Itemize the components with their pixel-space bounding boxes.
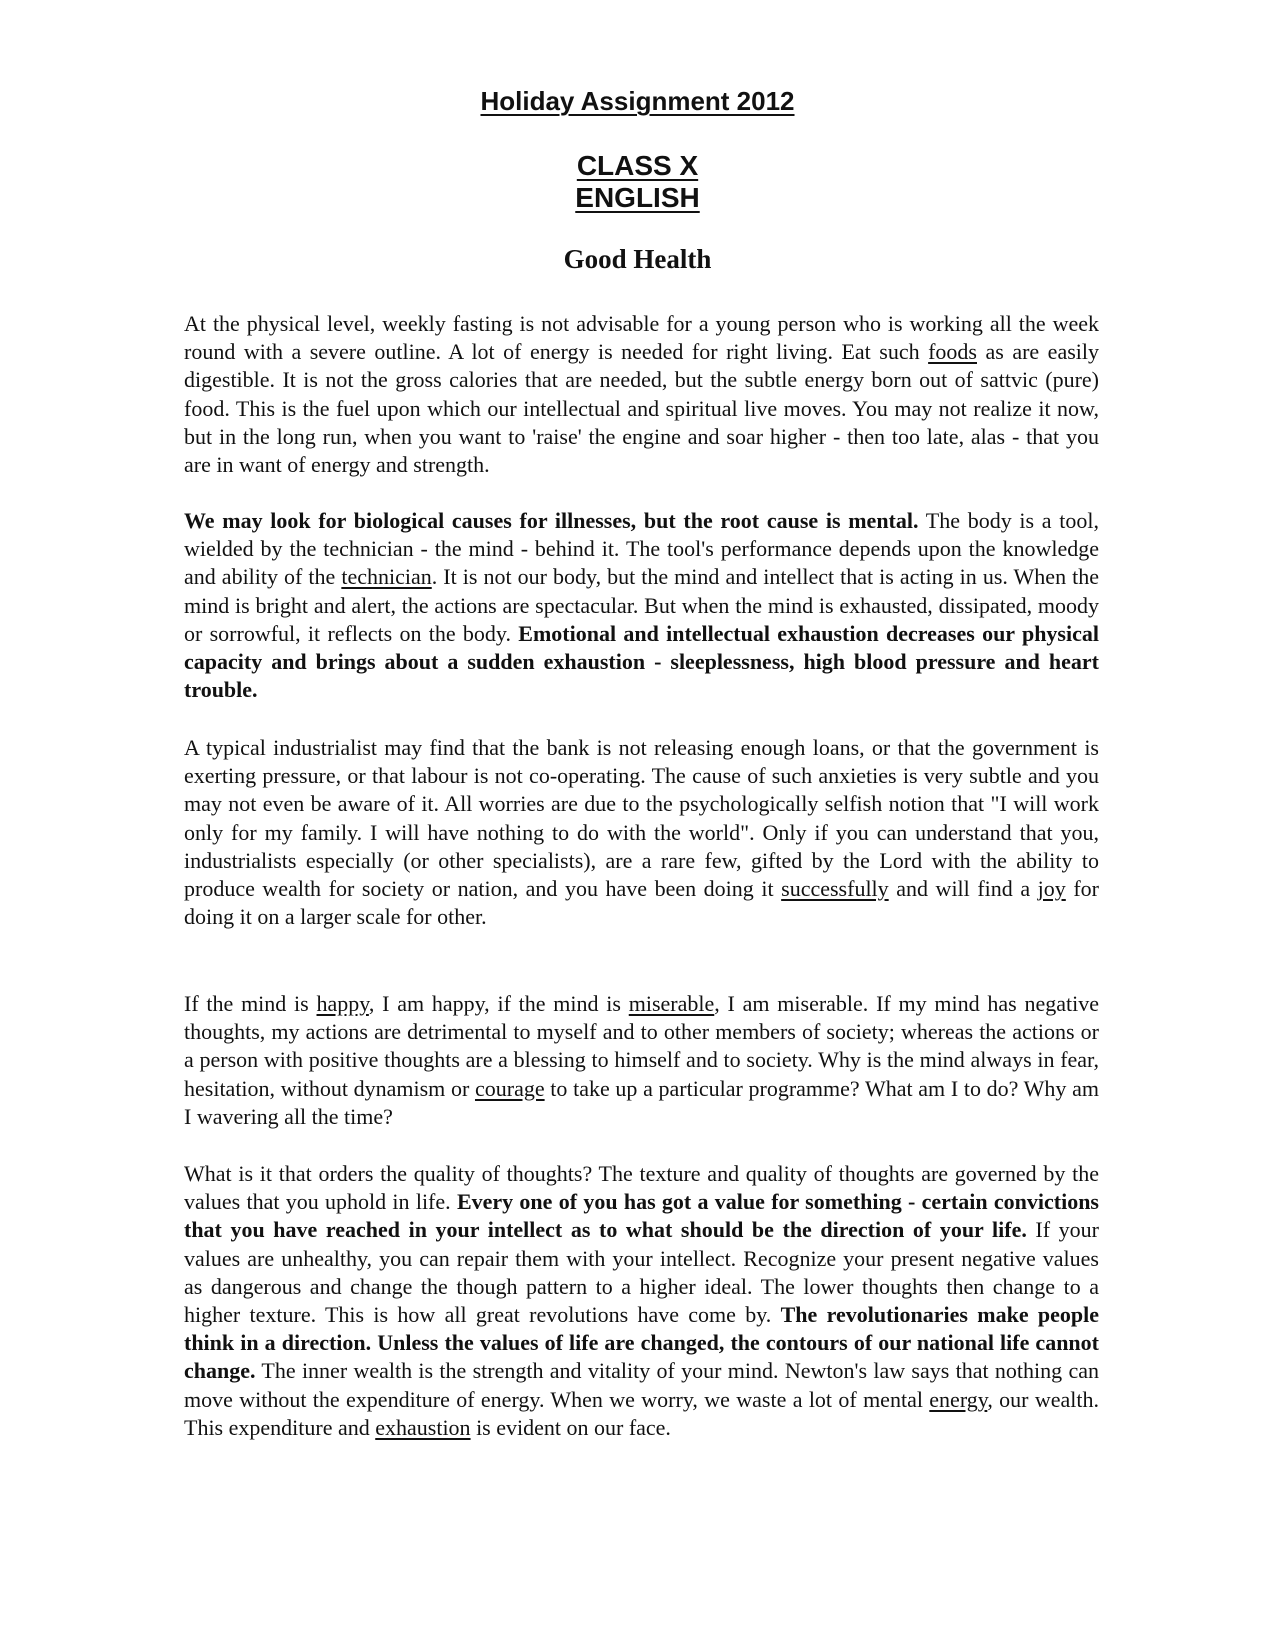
text-segment: The body is a tool, wielded by the technician - the mind - behind it. The tool's performance depends upon the knowledge and ability of the [184,508,1099,590]
text-segment: and will find a [888,876,1038,902]
subject-label: ENGLISH [575,182,700,213]
text-segment: , I am happy, if the mind is [368,991,629,1016]
text-segment: , our wealth. This expenditure and [184,1386,1100,1440]
underlined-word: foods [928,339,977,365]
text-segment: A typical industrialist may find that the bank is not releasing enough loans, or that the government is exerting pressure, or that labour is not co-operating. The cause of such anxieties is very subtle and you may not even be aware of it. All worries are due to the psychologically selfish notion that "I will work only for my family. I will have nothing to do with the world". Only if you can understand that you, industrialists especially (or other specialists), are a rare few, gifted by the Lord with the ability to produce wealth for society or nation, and you have been doing it [184,735,1099,902]
bold-text: Every one of you has got a value for something - certain convictions that you have reached in your intellect as to what should be the direction of your life. [184,1189,1099,1243]
text-segment: for doing it on a larger scale for other. [184,876,1099,930]
underlined-word: miserable [628,991,715,1016]
text-segment: What is it that orders the quality of thoughts? The texture and quality of thoughts are governed by the values that you uphold in life. [184,1161,1099,1215]
underlined-word: happy [316,991,369,1016]
paragraph-5 [184,1160,1099,1442]
paragraph-2 [184,507,1099,704]
underlined-word: successfully [781,876,889,902]
bold-text: The revolutionaries make people think in a direction. Unless the values of life are changed, the contours of our national life cannot change. [184,1302,1100,1384]
section-title: Good Health [563,244,712,274]
paragraph-3 [184,734,1099,931]
text-segment: . It is not our body, but the mind and intellect that is acting in us. When the mind is bright and alert, the actions are spectacular. But when the mind is exhausted, dissipated, moody or sorrowful, it reflects on the body. [184,564,1099,646]
paragraph-4 [184,990,1099,1131]
bold-text: We may look for biological causes for illnesses, but the root cause is mental. [184,508,919,533]
underlined-word: courage [474,1075,545,1101]
text-segment: , I am miserable. If my mind has negative thoughts, my actions are detrimental to myself and to other members of society; whereas the actions or a person with positive thoughts are a blessing to himself and to society. Why is the mind always in fear, hesitation, without dynamism or [184,991,1099,1101]
underlined-word: exhaustion [375,1414,471,1440]
underlined-word: energy [929,1386,988,1412]
text-segment: If your values are unhealthy, you can repair them with your intellect. Recognize your present negative values as dangerous and change the though pattern to a higher ideal. The lower thoughts then change to a higher texture. This is how all great revolutions have come by. [184,1217,1099,1328]
paragraph-1 [184,310,1099,479]
text-segment: is evident on our face. [470,1414,671,1440]
class-label: CLASS X [576,150,699,181]
text-segment: If the mind is [184,991,317,1016]
underlined-word: joy [1037,876,1066,902]
text-segment: as are easily digestible. It is not the gross calories that are needed, but the subtle energy born out of sattvic (pure) food. This is the fuel upon which our intellectual and spiritual live moves. You may not realize it now, but in the long run, when you want to 'raise' the engine and soar higher - then too late, alas - that you are in want of energy and strength. [184,339,1099,478]
text-segment: to take up a particular programme? What am I to do? Why am I wavering all the time? [184,1075,1099,1129]
text-segment: At the physical level, weekly fasting is not advisable for a young person who is working all the week round with a severe outline. A lot of energy is needed for right living. Eat such [184,311,1099,365]
underlined-word: technician [341,564,432,590]
document-title: Holiday Assignment 2012 [480,86,795,116]
text-segment: The inner wealth is the strength and vitality of your mind. Newton's law says that nothing can move without the expenditure of energy. When we worry, we waste a lot of mental [184,1358,1099,1412]
bold-text: Emotional and intellectual exhaustion decreases our physical capacity and brings about a sudden exhaustion - sleeplessness, high blood pressure and heart trouble. [184,620,1099,703]
